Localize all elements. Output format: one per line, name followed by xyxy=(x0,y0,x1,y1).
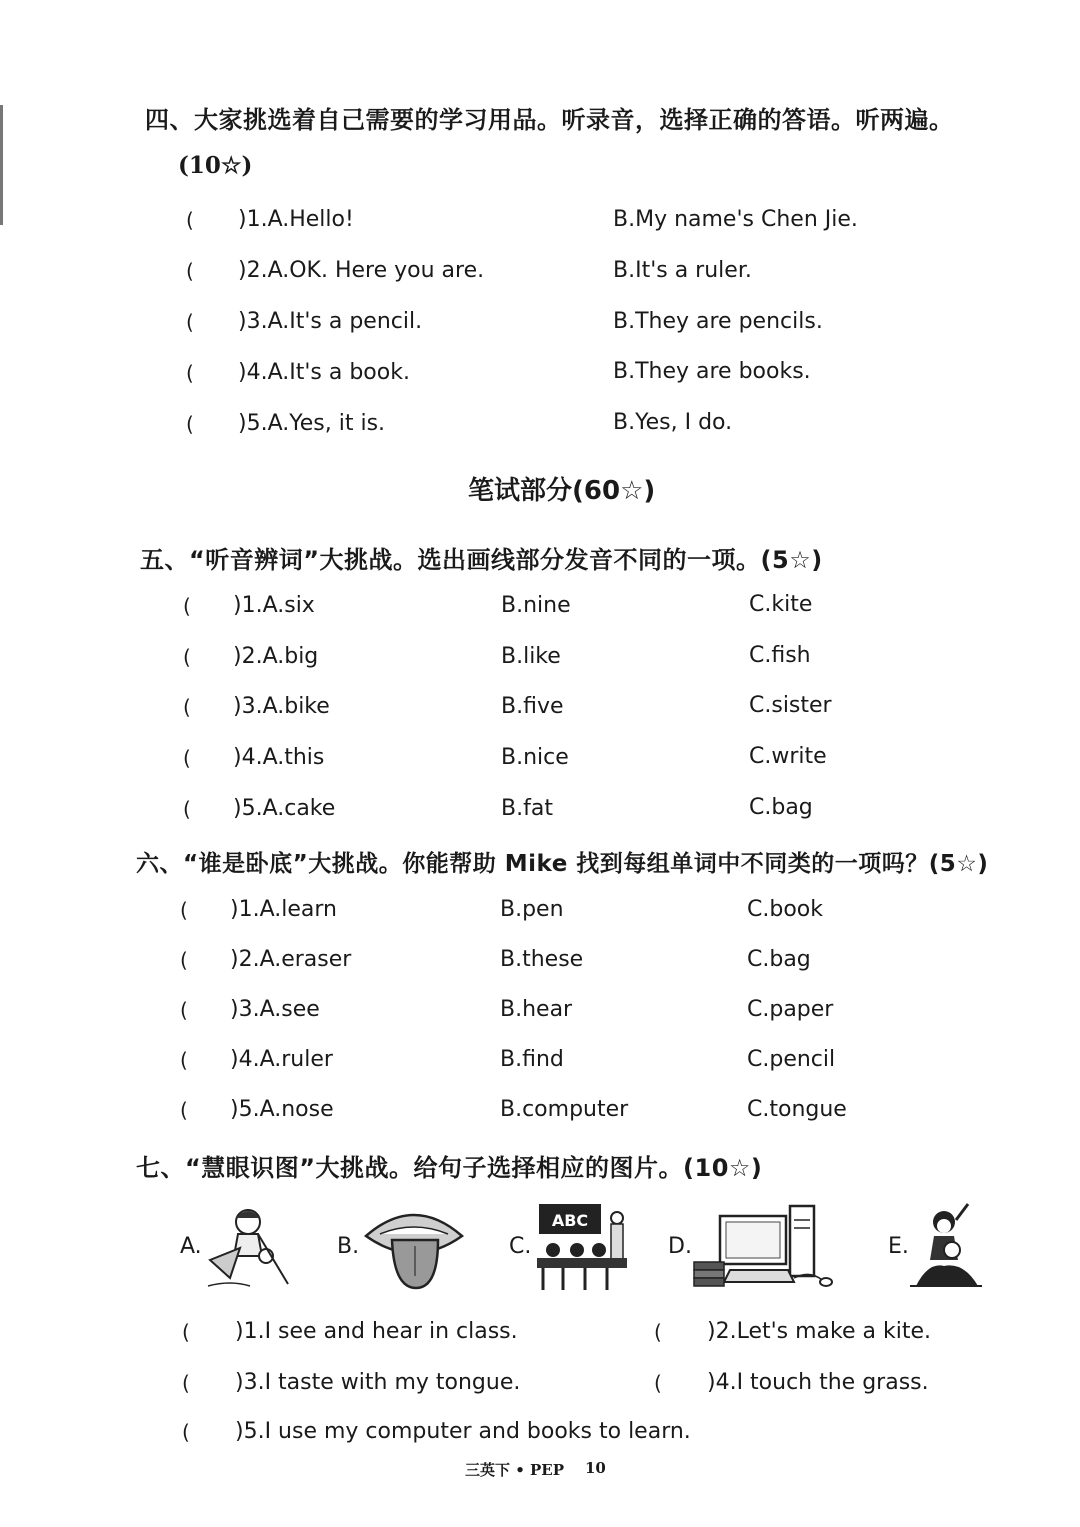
answer-blank[interactable]: ( xyxy=(654,1371,662,1395)
option-b: B.They are pencils. xyxy=(613,309,823,334)
option-a: )1.A.learn xyxy=(230,897,337,922)
answer-blank[interactable]: ( xyxy=(180,998,188,1022)
picture-label-d: D. xyxy=(668,1234,692,1259)
option-c: C.write xyxy=(749,744,827,769)
option-c: C.bag xyxy=(747,947,811,972)
answer-blank[interactable]: ( xyxy=(186,361,194,385)
option-b: B.nice xyxy=(501,745,569,770)
touching-grass-picture xyxy=(908,1200,984,1292)
answer-blank[interactable]: ( xyxy=(183,695,191,719)
option-a: )5.A.nose xyxy=(230,1097,334,1122)
kite-making-picture xyxy=(200,1200,296,1292)
section-4-score: (10☆) xyxy=(178,152,253,179)
option-a: )3.A.It's a pencil. xyxy=(238,309,423,334)
picture-label-b: B. xyxy=(337,1234,360,1259)
answer-blank[interactable]: ( xyxy=(180,948,188,972)
classroom-picture xyxy=(533,1200,629,1292)
footer-label: 三英下 • PEP xyxy=(465,1461,565,1479)
option-c: C.paper xyxy=(747,997,834,1022)
option-a: )3.A.bike xyxy=(233,694,330,719)
picture-label-a: A. xyxy=(180,1234,202,1259)
option-a: )2.A.OK. Here you are. xyxy=(238,258,485,283)
section-7-heading: 七、“慧眼识图”大挑战。给句子选择相应的图片。(10☆) xyxy=(136,1154,763,1182)
option-b: B.five xyxy=(501,694,564,719)
scan-edge-mark xyxy=(0,105,3,225)
written-part-title: 笔试部分(60☆) xyxy=(468,476,656,506)
option-b: B.They are books. xyxy=(613,359,811,384)
option-b: B.My name's Chen Jie. xyxy=(613,207,858,232)
option-a: )1.A.Hello! xyxy=(238,207,354,232)
picture-label-e: E. xyxy=(888,1234,909,1259)
option-a: )4.A.ruler xyxy=(230,1047,333,1072)
sentence-4: )4.I touch the grass. xyxy=(707,1370,929,1395)
computer-books-picture xyxy=(690,1200,842,1292)
option-b: B.It's a ruler. xyxy=(613,258,752,283)
option-a: )4.A.this xyxy=(233,745,325,770)
option-b: B.these xyxy=(500,947,584,972)
option-b: B.hear xyxy=(500,997,573,1022)
option-a: )1.A.six xyxy=(233,593,315,618)
sentence-2: )2.Let's make a kite. xyxy=(707,1319,931,1344)
option-c: C.pencil xyxy=(747,1047,836,1072)
option-b: B.nine xyxy=(501,593,571,618)
answer-blank[interactable]: ( xyxy=(180,1048,188,1072)
option-b: B.pen xyxy=(500,897,564,922)
section-4-heading: 四、大家挑选着自己需要的学习用品。听录音，选择正确的答语。听两遍。 xyxy=(145,106,954,134)
picture-label-c: C. xyxy=(509,1234,532,1259)
tongue-picture xyxy=(362,1200,466,1292)
answer-blank[interactable]: ( xyxy=(186,412,194,436)
answer-blank[interactable]: ( xyxy=(186,208,194,232)
answer-blank[interactable]: ( xyxy=(182,1371,190,1395)
answer-blank[interactable]: ( xyxy=(183,797,191,821)
option-c: C.kite xyxy=(749,592,813,617)
answer-blank[interactable]: ( xyxy=(183,746,191,770)
option-b: B.like xyxy=(501,644,561,669)
section-5-heading: 五、“听音辨词”大挑战。选出画线部分发音不同的一项。(5☆) xyxy=(140,546,823,574)
answer-blank[interactable]: ( xyxy=(180,1098,188,1122)
option-c: C.fish xyxy=(749,643,811,668)
sentence-3: )3.I taste with my tongue. xyxy=(235,1370,521,1395)
answer-blank[interactable]: ( xyxy=(183,594,191,618)
option-b: B.fat xyxy=(501,796,553,821)
answer-blank[interactable]: ( xyxy=(183,645,191,669)
page-number: 10 xyxy=(585,1459,606,1477)
sentence-1: )1.I see and hear in class. xyxy=(235,1319,518,1344)
option-c: C.tongue xyxy=(747,1097,847,1122)
answer-blank[interactable]: ( xyxy=(654,1320,662,1344)
option-a: )4.A.It's a book. xyxy=(238,360,410,385)
option-a: )5.A.cake xyxy=(233,796,336,821)
option-a: )2.A.eraser xyxy=(230,947,352,972)
option-c: C.book xyxy=(747,897,823,922)
section-6-heading: 六、“谁是卧底”大挑战。你能帮助 Mike 找到每组单词中不同类的一项吗？(5☆) xyxy=(136,851,989,877)
option-c: C.sister xyxy=(749,693,832,718)
answer-blank[interactable]: ( xyxy=(180,898,188,922)
option-b: B.Yes, I do. xyxy=(613,410,733,435)
sentence-5: )5.I use my computer and books to learn. xyxy=(235,1419,691,1444)
answer-blank[interactable]: ( xyxy=(186,310,194,334)
option-a: )5.A.Yes, it is. xyxy=(238,411,386,436)
option-b: B.computer xyxy=(500,1097,629,1122)
answer-blank[interactable]: ( xyxy=(182,1320,190,1344)
option-a: )3.A.see xyxy=(230,997,320,1022)
option-c: C.bag xyxy=(749,795,813,820)
option-b: B.find xyxy=(500,1047,564,1072)
answer-blank[interactable]: ( xyxy=(186,259,194,283)
answer-blank[interactable]: ( xyxy=(182,1420,190,1444)
option-a: )2.A.big xyxy=(233,644,319,669)
blackboard-text: ABC xyxy=(551,1211,589,1230)
